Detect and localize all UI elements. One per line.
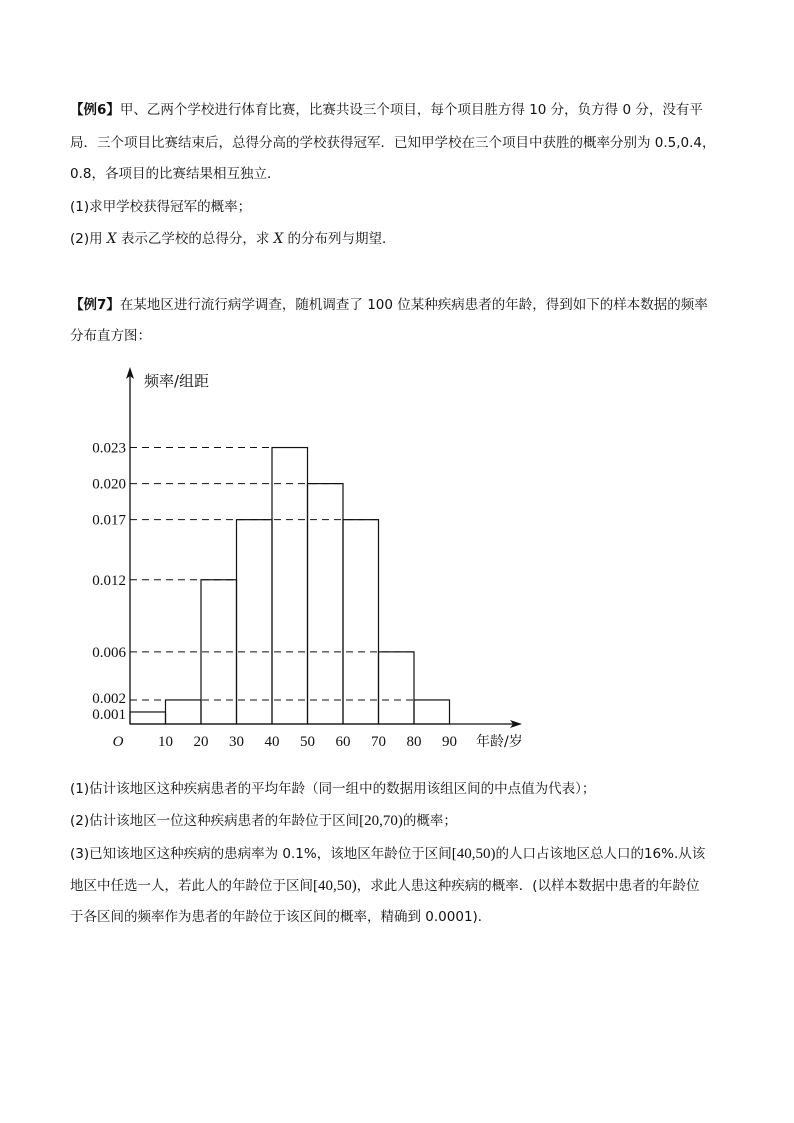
x-tick-label-50: 50 (300, 734, 315, 750)
ex7-line-1 (70, 295, 708, 315)
ex7-q3-line2-interval: [40,50) (313, 878, 357, 894)
y-axis-title: 频率/组距 (144, 372, 210, 390)
ex6-text-1: 甲、乙两个学校进行体育比赛，比赛共设三个项目，每个项目胜方得 10 分，负方得 0 分，没有平 (119, 102, 703, 118)
ex6-line-1 (70, 100, 703, 120)
ex6-q2-var-x1: X (106, 231, 117, 247)
ex6-q2-part-a: (2)用 (70, 231, 107, 247)
y-tick-label-0.012: 0.012 (92, 572, 126, 589)
ex7-text-1: 在某地区进行流行病学调查，随机调查了 100 位某种疾病患者的年龄，得到如下的样本数据的频率 (119, 297, 708, 313)
ex7-line-2: 分布直方图： (70, 328, 151, 344)
ex6-q2-var-x2: X (273, 231, 284, 247)
histogram-bars (130, 448, 450, 724)
ex6-line-3: 0.8，各项目的比赛结果相互独立． (70, 166, 281, 182)
x-axis-title: 年龄/岁 (476, 734, 523, 750)
ex7-q3-line2-part-a: 地区中任选一人，若此人的年龄位于区间 (70, 878, 313, 894)
histogram-bar-10-20 (166, 700, 202, 724)
ex6-tag: 【例6】 (70, 102, 120, 118)
ex6-line-2: 局．三个项目比赛结束后，总得分高的学校获得冠军．已知甲学校在三个项目中获胜的概率分别为 0.5,0.4， (70, 135, 716, 151)
ex7-question-3-line-2 (70, 876, 700, 896)
ex7-q2-part-a: (2)估计该地区一位这种疾病患者的年龄位于区间 (70, 813, 360, 829)
histogram-bar-80-90 (414, 700, 450, 724)
ex7-q3-part-b: 的人口占该地区总人口的16%.从该 (495, 846, 706, 862)
histogram-bar-40-50 (272, 448, 308, 724)
ex7-question-3-line-3: 于各区间的频率作为患者的年龄位于该区间的概率，精确到 0.0001)． (70, 909, 492, 925)
ex7-tag: 【例7】 (70, 297, 120, 313)
ex7-q3-line2-part-b: ，求此人患这种疾病的概率．(以样本数据中患者的年龄位 (356, 878, 700, 894)
x-tick-label-40: 40 (264, 734, 280, 750)
x-tick-label-20: 20 (193, 734, 209, 750)
ex7-q2-part-b: 的概率； (402, 813, 457, 829)
x-tick-label-30: 30 (229, 734, 244, 750)
ex7-q3-interval: [40,50) (451, 846, 496, 862)
x-tick-label-90: 90 (442, 734, 457, 750)
ex7-q3-part-a: (3)已知该地区这种疾病的患病率为 0.1%，该地区年龄位于区间 (70, 846, 452, 862)
axes (126, 367, 522, 728)
ex6-question-2 (70, 229, 396, 249)
frequency-histogram (92, 362, 540, 762)
y-tick-label-0.023: 0.023 (92, 440, 126, 457)
ex6-q2-part-c: 的分布列与期望． (283, 231, 396, 247)
histogram-bar-70-80 (379, 652, 415, 724)
x-tick-label-10: 10 (158, 734, 173, 750)
origin-label: O (112, 734, 124, 750)
histogram-bar-0-10 (130, 712, 166, 724)
ex6-question-1: (1)求甲学校获得冠军的概率； (70, 199, 252, 215)
histogram-bar-30-40 (237, 520, 273, 724)
dashed-reference-lines (130, 448, 450, 712)
histogram-bar-60-70 (343, 520, 379, 724)
y-tick-label-0.001: 0.001 (92, 706, 126, 723)
x-tick-label-60: 60 (335, 734, 351, 750)
y-tick-label-0.006: 0.006 (92, 644, 126, 661)
ex6-q2-part-b: 表示乙学校的总得分，求 (116, 231, 274, 247)
ex7-q2-interval: [20,70) (359, 813, 403, 829)
y-tick-label-0.020: 0.020 (92, 476, 126, 493)
y-tick-label-0.017: 0.017 (92, 512, 126, 529)
ex7-question-1: (1)估计该地区这种疾病患者的平均年龄（同一组中的数据用该组区间的中点值为代表）； (70, 781, 596, 797)
ex7-question-3 (70, 844, 705, 864)
x-tick-label-80: 80 (406, 734, 422, 750)
ex7-question-2 (70, 811, 457, 831)
x-tick-label-70: 70 (371, 734, 386, 750)
y-tick-label-0.002: 0.002 (92, 690, 126, 707)
